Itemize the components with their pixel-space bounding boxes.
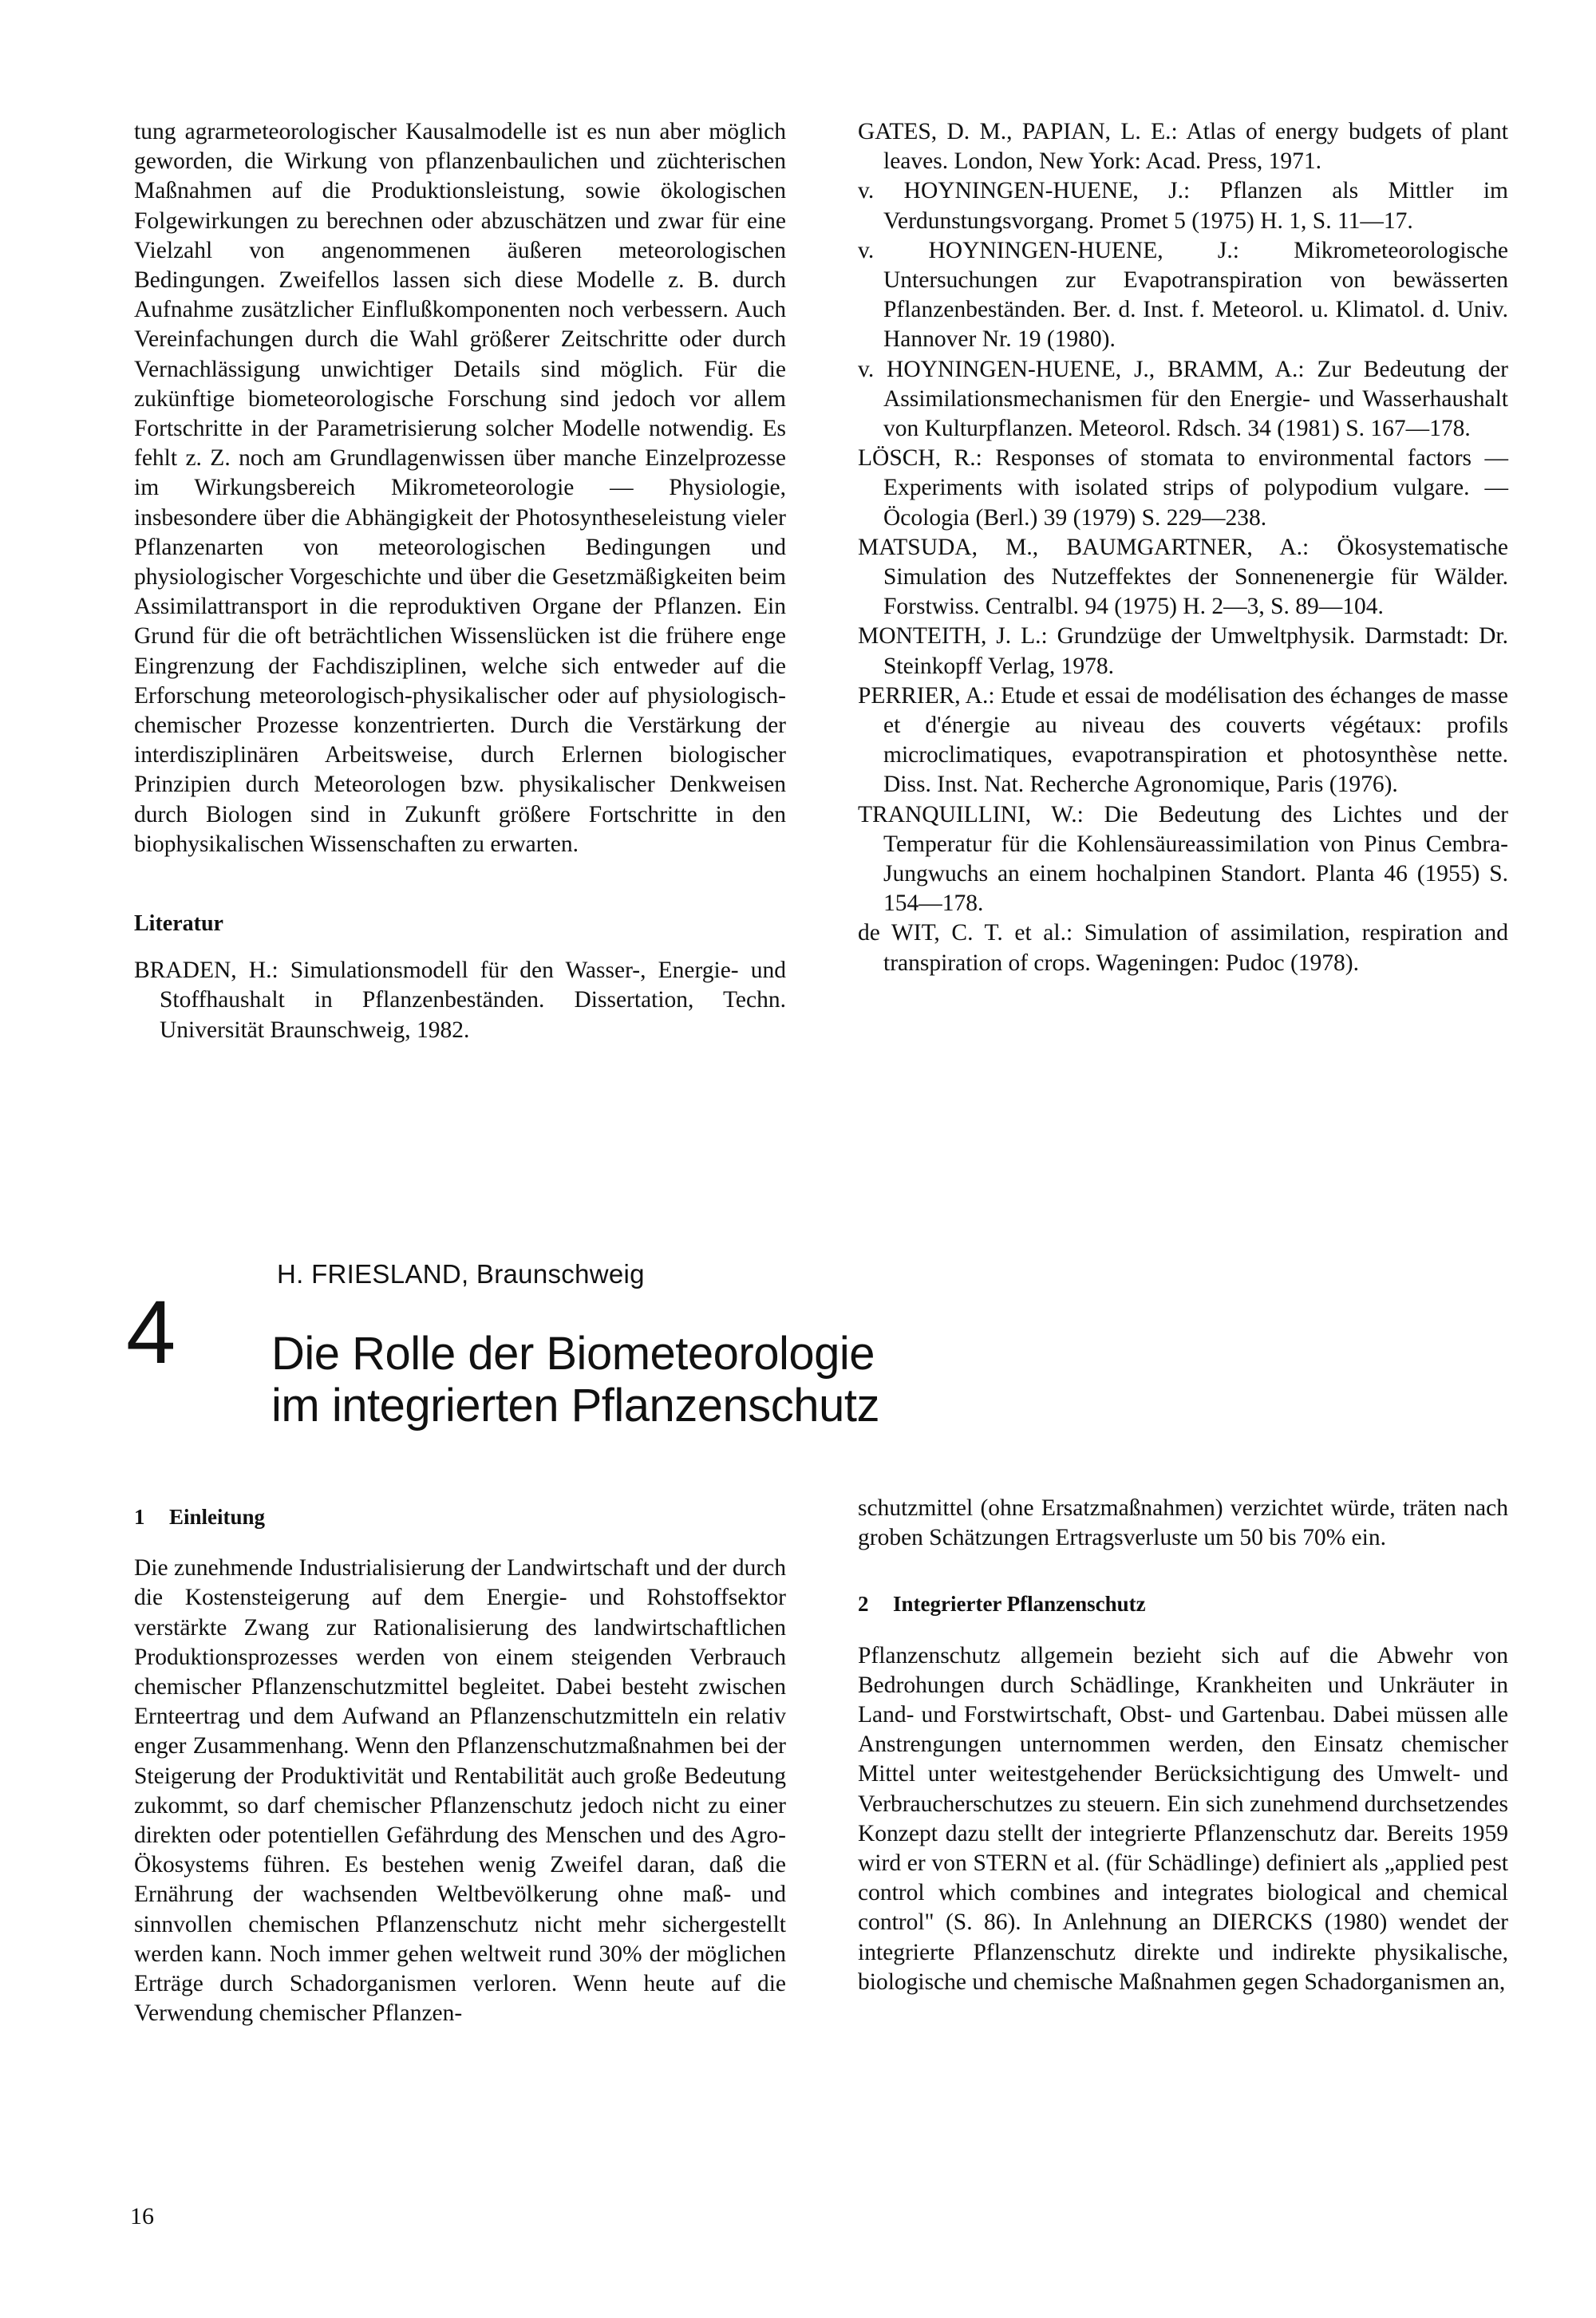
section-2-number: 2 <box>858 1592 869 1617</box>
reference-list-left <box>134 956 786 1045</box>
chapter-number: 4 <box>126 1282 176 1382</box>
reference-item: de WIT, C. T. et al.: Simulation of assimilation, respiration and transpiration of crops. Wageningen: Pudoc (1978). <box>858 920 1508 976</box>
bottom-left-column <box>134 1503 786 2028</box>
section-1-title: Einleitung <box>169 1505 266 1529</box>
section-2-heading <box>858 1589 1508 1619</box>
reference-item: GATES, D. M., PAPIAN, L. E.: Atlas of energy budgets of plant leaves. London, New York: Acad. Press, 1971. <box>858 119 1508 175</box>
top-left-column <box>134 117 786 1045</box>
reference-item: MATSUDA, M., BAUMGARTNER, A.: Ökosystematische Simulation des Nutzeffektes der Sonnenenergie für Wälder. Forstwiss. Centralbl. 94 (1975) H. 2—3, S. 89—104. <box>858 534 1508 620</box>
page-number: 16 <box>130 2203 154 2229</box>
chapter-title <box>271 1328 879 1431</box>
section-1-continuation: schutzmittel (ohne Ersatzmaßnahmen) verzichtet würde, träten nach groben Schätzungen Ertragsverluste um 50 bis 70% ein. <box>858 1495 1508 1551</box>
section-1-heading <box>134 1503 786 1532</box>
reference-item: MONTEITH, J. L.: Grundzüge der Umweltphysik. Darmstadt: Dr. Steinkopff Verlag, 1978. <box>858 623 1508 679</box>
reference-item: TRANQUILLINI, W.: Die Bedeutung des Lichtes und der Temperatur für die Kohlensäureassimilation von Pinus Cembra-Jungwuchs an einem hochalpinen Standort. Planta 46 (1955) S. 154—178. <box>858 801 1508 917</box>
chapter-title-line-2: im integrierten Pflanzenschutz <box>271 1380 879 1431</box>
section-2-text: Pflanzenschutz allgemein bezieht sich auf die Abwehr von Bedrohungen durch Schädlinge, Krankheiten und Unkräuter in Land- und Forstwirtschaft, Obst- und Gartenbau. Dabei müssen alle Anstrengungen unternommen werden, den Einsatz chemischer Mittel unter weitestgehender Berücksichtigung des Umwelt- und Verbraucherschutzes zu steuern. Ein sich zunehmend durchsetzendes Konzept dazu stellt der integrierte Pflanzenschutz dar. Bereits 1959 wird er von STERN et al. (für Schädlinge) definiert als „applied pest control which combines and integrates biological and chemical control" (S. 86). In Anlehnung an DIERCKS (1980) wendet der integrierte Pflanzenschutz direkte und indirekte physikalische, biologische und chemische Maßnahmen gegen Schadorganismen an, <box>858 1642 1508 1995</box>
top-right-column <box>858 117 1508 978</box>
chapter-author: H. FRIESLAND, Braunschweig <box>277 1259 645 1289</box>
reference-item: PERRIER, A.: Etude et essai de modélisation des échanges de masse et d'énergie au niveau des couverts végétaux: profils microclimatiques, evapotranspiration et photosynthèse nette. Diss. Inst. Nat. Recherche Agronomique, Paris (1976). <box>858 682 1508 798</box>
chapter-title-line-1: Die Rolle der Biometeorologie <box>271 1328 875 1380</box>
reference-item: v. HOYNINGEN-HUENE, J.: Mikrometeorologische Untersuchungen zur Evapotranspiration von bewässerten Pflanzenbeständen. Ber. d. Inst. f. Meteorol. u. Klimatol. d. Univ. Hannover Nr. 19 (1980). <box>858 237 1508 353</box>
literatur-heading: Literatur <box>134 911 223 937</box>
reference-item: BRADEN, H.: Simulationsmodell für den Wasser-, Energie- und Stoffhaushalt in Pflanzenbeständen. Dissertation, Techn. Universität Braunschweig, 1982. <box>134 958 786 1043</box>
bottom-right-column <box>858 1494 1508 1997</box>
reference-item: v. HOYNINGEN-HUENE, J.: Pflanzen als Mittler im Verdunstungsvorgang. Promet 5 (1975) H. 1, S. 11—17. <box>858 178 1508 234</box>
paragraph-modelle: tung agrarmeteorologischer Kausalmodelle ist es nun aber möglich geworden, die Wirkung von pflanzenbaulichen und züchterischen Maßnahmen auf die Produktionsleistung, sowie ökologischen Folgewirkungen zu berechnen oder abzuschätzen und zwar für eine Vielzahl von angenommenen äußeren meteorologischen Bedingungen. Zweifellos lassen sich diese Modelle z. B. durch Aufnahme zusätzlicher Einflußkomponenten noch verbessern. Auch Vereinfachungen durch die Wahl größerer Zeitschritte oder durch Vernachlässigung unwichtiger Details sind möglich. Für die zukünftige biometeorologische Forschung sind jedoch vor allem Fortschritte in der Parametrisierung solcher Modelle notwendig. Es fehlt z. Z. noch am Grundlagenwissen über manche Einzelprozesse im Wirkungsbereich Mikrometeorologie — Physiologie, insbesondere über die Abhängigkeit der Photosyntheseleistung vieler Pflanzenarten von meteorologischen Bedingungen und physiologischer Vorgeschichte und über die Gesetzmäßigkeiten beim Assimilattransport in die reproduktiven Organe der Pflanzen. Ein Grund für die oft beträchtlichen Wissenslücken ist die frühere enge Eingrenzung der Fachdisziplinen, welche sich entweder auf die Erforschung meteorologisch-physikalischer oder auf physiologisch-chemischer Prozesse konzentrierten. Durch die Verstärkung der interdisziplinären Arbeitsweise, durch Erlernen biologischer Prinzipien durch Meteorologen bzw. physikalischer Denkweisen durch Biologen sind in Zukunft größere Fortschritte in den biophysikalischen Wissenschaften zu erwarten. <box>134 119 786 857</box>
section-1-number: 1 <box>134 1505 145 1529</box>
reference-item: LÖSCH, R.: Responses of stomata to environmental factors — Experiments with isolated strips of polypodium vulgare. — Öcologia (Berl.) 39 (1979) S. 229—238. <box>858 445 1508 531</box>
reference-item: v. HOYNINGEN-HUENE, J., BRAMM, A.: Zur Bedeutung der Assimilationsmechanismen für den Energie- und Wasserhaushalt von Kulturpflanzen. Meteorol. Rdsch. 34 (1981) S. 167—178. <box>858 356 1508 442</box>
section-2-title: Integrierter Pflanzenschutz <box>893 1592 1146 1617</box>
section-1-text: Die zunehmende Industrialisierung der Landwirtschaft und der durch die Kostensteigerung auf dem Energie- und Rohstoffsektor verstärkte Zwang zur Rationalisierung des landwirtschaftlichen Produktionsprozesses werden von einem steigenden Verbrauch chemischer Pflanzenschutzmittel begleitet. Dabei besteht zwischen Ernteertrag und dem Aufwand an Pflanzenschutzmitteln ein relativ enger Zusammenhang. Wenn den Pflanzenschutzmaßnahmen bei der Steigerung der Produktivität und Rentabilität auch große Bedeutung zukommt, so darf chemischer Pflanzenschutz jedoch nicht zu einer direkten oder potentiellen Gefährdung des Menschen und des Agro-Ökosystems führen. Es bestehen wenig Zweifel daran, daß die Ernährung der wachsenden Weltbevölkerung ohne maß- und sinnvollen chemischen Pflanzenschutz nicht mehr sichergestellt werden kann. Noch immer gehen weltweit rund 30% der möglichen Erträge durch Schadorganismen verloren. Wenn heute auf die Verwendung chemischer Pflanzen- <box>134 1555 786 2027</box>
